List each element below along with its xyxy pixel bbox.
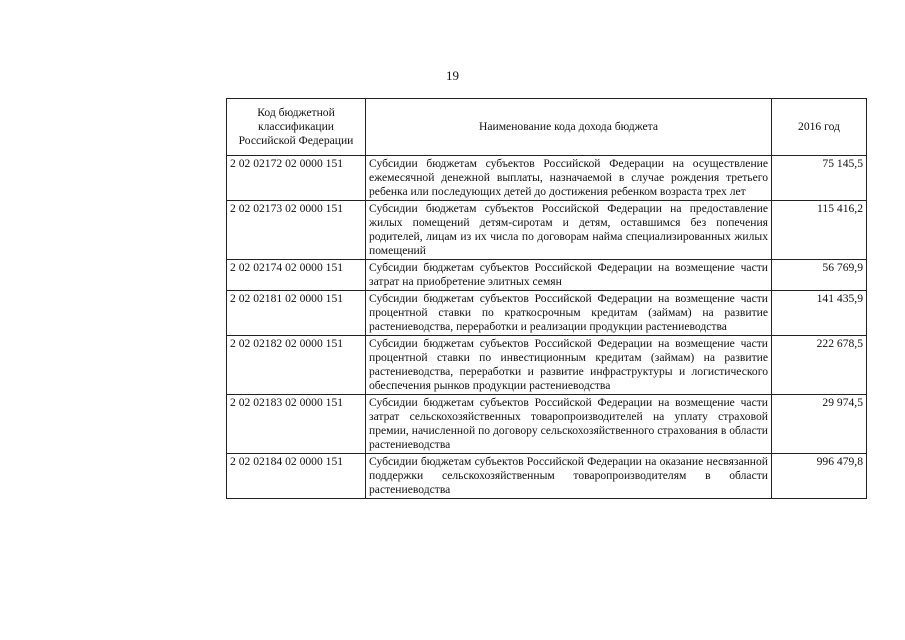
header-name: Наименование кода дохода бюджета (366, 99, 772, 156)
row-value: 29 974,5 (772, 395, 867, 454)
row-name: Субсидии бюджетам субъектов Российской Федерации на возмещение части затрат сельскохозяйственных товаропроизводителей на уплату страховой премии, начисленной по договору сельскохозяйственного страхования в области растениеводства (366, 395, 772, 454)
budget-revenue-table (226, 98, 867, 499)
row-code: 2 02 02172 02 0000 151 (227, 156, 366, 201)
table-row (227, 201, 867, 260)
table-row (227, 336, 867, 395)
table-row (227, 156, 867, 201)
page-number: 19 (446, 68, 459, 83)
row-value: 75 145,5 (772, 156, 867, 201)
row-value: 115 416,2 (772, 201, 867, 260)
row-value: 141 435,9 (772, 291, 867, 336)
row-name: Субсидии бюджетам субъектов Российской Федерации на предоставление жилых помещений детям-сиротам и детям, оставшимся без попечения родителей, лицам из их числа по договорам найма специализированных жилых помещений (366, 201, 772, 260)
row-code: 2 02 02174 02 0000 151 (227, 260, 366, 291)
table-row (227, 454, 867, 499)
row-code: 2 02 02184 02 0000 151 (227, 454, 366, 499)
row-name: Субсидии бюджетам субъектов Российской Федерации на осуществление ежемесячной денежной выплаты, назначаемой в случае рождения третьего ребенка или последующих детей до достижения ребенком возраста трех лет (366, 156, 772, 201)
header-code: Код бюджетной классификации Российской Федерации (227, 99, 366, 156)
row-value: 222 678,5 (772, 336, 867, 395)
row-value: 996 479,8 (772, 454, 867, 499)
header-value: 2016 год (772, 99, 867, 156)
row-code: 2 02 02181 02 0000 151 (227, 291, 366, 336)
row-name: Субсидии бюджетам субъектов Российской Федерации на возмещение части затрат на приобретение элитных семян (366, 260, 772, 291)
table-header-row (227, 99, 867, 156)
row-code: 2 02 02182 02 0000 151 (227, 336, 366, 395)
row-name: Субсидии бюджетам субъектов Российской Федерации на возмещение части процентной ставки по краткосрочным кредитам (займам) на развитие растениеводства, переработки и реализации продукции растениеводства (366, 291, 772, 336)
row-name: Субсидии бюджетам субъектов Российской Федерации на возмещение части процентной ставки по инвестиционным кредитам (займам) на развитие растениеводства, переработки и развитие инфраструктуры и логистического обеспечения рынков продукции растениеводства (366, 336, 772, 395)
row-code: 2 02 02173 02 0000 151 (227, 201, 366, 260)
table-row (227, 260, 867, 291)
row-value: 56 769,9 (772, 260, 867, 291)
table-row (227, 395, 867, 454)
row-code: 2 02 02183 02 0000 151 (227, 395, 366, 454)
table-row (227, 291, 867, 336)
row-name: Субсидии бюджетам субъектов Российской Федерации на оказание несвязанной поддержки сельскохозяйственным товаропроизводителям в области растениеводства (366, 454, 772, 499)
